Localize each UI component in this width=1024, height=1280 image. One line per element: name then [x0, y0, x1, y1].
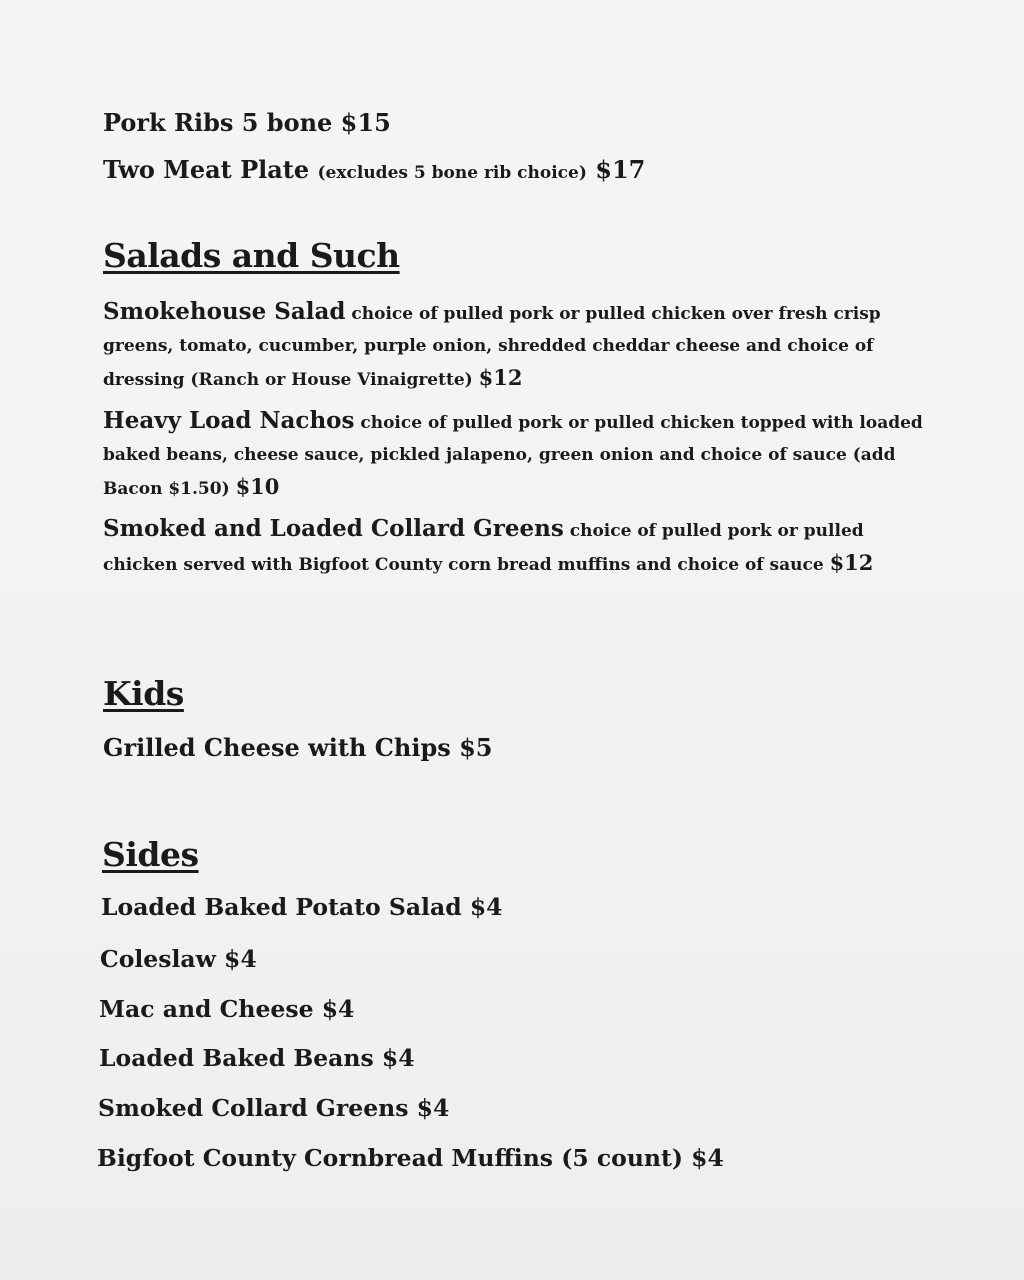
item-description: choice of pulled pork or pulled chicken topped with loaded baked beans, cheese sauce, pickled jalapeno, green onion and choice of sauce (add Bacon $1.50)	[103, 413, 923, 499]
item-name: Smoked and Loaded Collard Greens	[103, 515, 564, 542]
item-name: Heavy Load Nachos	[103, 407, 355, 434]
menu-item-collard-greens	[103, 513, 923, 581]
item-price: $10	[235, 474, 280, 499]
section-heading-sides: Sides	[102, 835, 199, 874]
item-description: choice of pulled pork or pulled chicken served with Bigfoot County corn bread muffins and choice of sauce	[103, 521, 864, 575]
menu-item-grilled-cheese: Grilled Cheese with Chips $5	[103, 733, 493, 762]
item-price: $12	[478, 365, 523, 390]
item-text: Pork Ribs 5 bone $15	[103, 108, 391, 137]
menu-item-heavy-load-nachos	[103, 405, 923, 505]
item-name: Smokehouse Salad	[103, 298, 346, 325]
menu-item-two-meat-plate	[103, 155, 645, 184]
item-price: $12	[829, 550, 874, 575]
item-name: Two Meat Plate	[103, 155, 310, 184]
side-item: Coleslaw $4	[100, 945, 257, 973]
item-note: (excludes 5 bone rib choice)	[317, 163, 587, 183]
side-item: Loaded Baked Beans $4	[99, 1044, 415, 1072]
item-description: choice of pulled pork or pulled chicken over fresh crisp greens, tomato, cucumber, purple onion, shredded cheddar cheese and choice of dressing (Ranch or House Vinaigrette)	[103, 304, 881, 390]
side-item: Smoked Collard Greens $4	[98, 1094, 450, 1122]
menu-item-smokehouse-salad	[103, 296, 923, 396]
section-heading-salads: Salads and Such	[103, 236, 400, 275]
menu-item-pork-ribs	[103, 108, 391, 137]
side-item: Mac and Cheese $4	[99, 995, 355, 1023]
side-item: Bigfoot County Cornbread Muffins (5 count) $4	[97, 1144, 724, 1172]
section-heading-kids: Kids	[103, 674, 184, 713]
side-item: Loaded Baked Potato Salad $4	[101, 893, 503, 921]
item-price: $17	[595, 155, 646, 184]
